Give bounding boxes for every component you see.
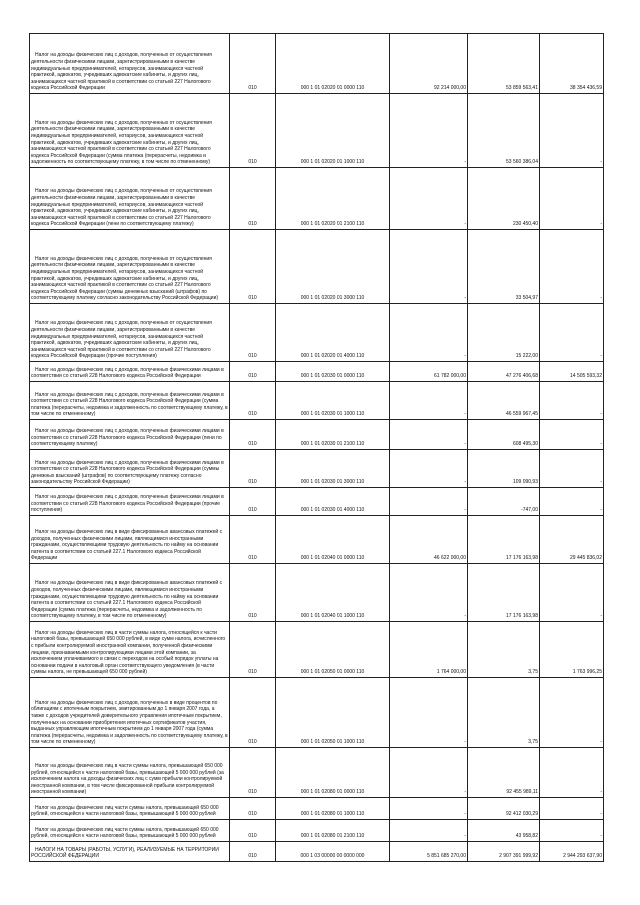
row-name: Налог на доходы физических лиц с доходов, полученных от осуществления деятельности физическими лицами, зарегистрированными в качестве индивидуальных предпринимателей, нотариусов, занимающихся частной практикой, адвокатов, учредивших адвокатские кабинеты, и других лиц, занимающихся частной практикой в соответствии со статьей 227 Налогового кодекса Российской Федерации (пени по соответствующему платежу) [30, 168, 230, 230]
row-rest: 29 445 836,02 [540, 516, 604, 564]
row-code: 010 [230, 34, 276, 94]
row-kbk: 000 1 01 02030 01 1000 110 [276, 382, 390, 420]
row-rest: - [540, 94, 604, 168]
table-row [30, 382, 604, 420]
row-kbk: 000 1 01 02080 01 2100 110 [276, 820, 390, 842]
table-row [30, 820, 604, 842]
row-rest: - [540, 420, 604, 450]
row-kbk: 000 1 01 02030 01 2100 110 [276, 420, 390, 450]
table-row [30, 94, 604, 168]
row-rest: 1 763 996,25 [540, 622, 604, 678]
row-plan: - [390, 748, 468, 798]
row-code: 010 [230, 678, 276, 748]
row-plan: - [390, 564, 468, 622]
row-plan: - [390, 168, 468, 230]
table-row [30, 488, 604, 516]
row-name: Налог на доходы физических лиц с доходов, полученных физическими лицами в соответствии со статьей 228 Налогового кодекса Российской Федерации (пени по соответствующему платежу) [30, 420, 230, 450]
row-rest: - [540, 820, 604, 842]
row-plan: - [390, 382, 468, 420]
row-exec: 2 907 391 999,92 [468, 842, 540, 862]
row-name: Налог на доходы физических лиц в виде фиксированных авансовых платежей с доходов, полученных физическими лицами, являющимися иностранными гражданами, осуществляющими трудовую деятельность по найму на основании патента в соответствии со статьей 227.1 Налогового кодекса Российской Федерации [30, 516, 230, 564]
row-rest: - [540, 382, 604, 420]
row-kbk: 000 1 01 02030 01 3000 110 [276, 450, 390, 488]
row-kbk: 000 1 01 02020 01 1000 110 [276, 94, 390, 168]
row-kbk: 000 1 01 02080 01 0000 110 [276, 748, 390, 798]
row-kbk: 000 1 03 00000 00 0000 000 [276, 842, 390, 862]
row-rest: - [540, 564, 604, 622]
row-rest: - [540, 798, 604, 820]
row-code: 010 [230, 798, 276, 820]
row-code: 010 [230, 94, 276, 168]
row-name: Налог на доходы физических лиц с доходов, полученных физическими лицами в соответствии со статьей 228 Налогового кодекса Российской Федерации (суммы денежных взысканий (штрафов) по соответствующему платежу согласно законодательству Российской Федерации) [30, 450, 230, 488]
table-row [30, 622, 604, 678]
row-code: 010 [230, 488, 276, 516]
row-plan: - [390, 94, 468, 168]
row-rest: 2 944 293 637,90 [540, 842, 604, 862]
row-exec: 15 222,00 [468, 304, 540, 362]
row-kbk: 000 1 01 02020 01 3000 110 [276, 230, 390, 304]
row-plan: - [390, 488, 468, 516]
row-plan: 5 851 685 270,00 [390, 842, 468, 862]
row-code: 010 [230, 362, 276, 382]
row-plan: - [390, 798, 468, 820]
row-rest: - [540, 304, 604, 362]
row-code: 010 [230, 820, 276, 842]
row-name: Налог на доходы физических лиц с доходов, полученных от осуществления деятельности физическими лицами, зарегистрированными в качестве индивидуальных предпринимателей, нотариусов, занимающихся частной практикой, адвокатов, учредивших адвокатские кабинеты, и других лиц, занимающихся частной практикой в соответствии со статьей 227 Налогового кодекса Российской Федерации (прочие поступления) [30, 304, 230, 362]
row-exec: 47 276 406,68 [468, 362, 540, 382]
row-plan: - [390, 820, 468, 842]
row-name: НАЛОГИ НА ТОВАРЫ (РАБОТЫ, УСЛУГИ), РЕАЛИЗУЕМЫЕ НА ТЕРРИТОРИИ РОССИЙСКОЙ ФЕДЕРАЦИИ [30, 842, 230, 862]
row-kbk: 000 1 01 02040 01 0000 110 [276, 516, 390, 564]
table-row [30, 168, 604, 230]
row-exec: 109 090,93 [468, 450, 540, 488]
row-exec: 608 495,30 [468, 420, 540, 450]
row-code: 010 [230, 564, 276, 622]
table-row [30, 842, 604, 862]
row-kbk: 000 1 01 02050 01 0000 110 [276, 622, 390, 678]
row-code: 010 [230, 168, 276, 230]
income-table [29, 33, 604, 862]
row-code: 010 [230, 230, 276, 304]
row-plan: - [390, 450, 468, 488]
row-name: Налог на доходы физических лиц с доходов, полученных в виде процентов по облигациям с ипотечным покрытием, эмитированным до 1 января 2007 года, а также с доходов учредителей доверительного управления ипотечным покрытием, полученных на основании приобретения ипотечных сертификатов участия, выданных управляющим ипотечным покрытием до 1 января 2007 года (сумма платежа (перерасчеты, недоимка и задолженность по соответствующему платежу, в том числе по отмененному) [30, 678, 230, 748]
row-name: Налог на доходы физических лиц с доходов, полученных от осуществления деятельности физическими лицами, зарегистрированными в качестве индивидуальных предпринимателей, нотариусов, занимающихся частной практикой, адвокатов, учредивших адвокатские кабинеты, и других лиц, занимающихся частной практикой в соответствии со статьей 227 Налогового кодекса Российской Федерации (сумма платежа (перерасчеты, недоимка и задолженность по соответствующему платежу, в том числе по отмененному) [30, 94, 230, 168]
row-rest: 38 354 436,59 [540, 34, 604, 94]
table-row [30, 798, 604, 820]
row-kbk: 000 1 01 02020 01 2100 110 [276, 168, 390, 230]
row-rest: - [540, 450, 604, 488]
row-rest: - [540, 488, 604, 516]
row-kbk: 000 1 01 02080 01 1000 110 [276, 798, 390, 820]
row-code: 010 [230, 382, 276, 420]
row-rest: 14 505 593,32 [540, 362, 604, 382]
row-plan: - [390, 230, 468, 304]
row-exec: 92 412 030,29 [468, 798, 540, 820]
row-name: Налог на доходы физических лиц с доходов, полученных физическими лицами в соответствии со статьей 228 Налогового кодекса Российской Федерации [30, 362, 230, 382]
row-kbk: 000 1 01 02050 01 1000 110 [276, 678, 390, 748]
table-row [30, 564, 604, 622]
table-row [30, 516, 604, 564]
row-name: Налог на доходы физических лиц в виде фиксированных авансовых платежей с доходов, полученных физическими лицами, являющимися иностранными гражданами, осуществляющими трудовую деятельность по найму на основании патента в соответствии со статьей 227.1 Налогового кодекса Российской Федерации (сумма платежа (перерасчеты, недоимка и задолженность по соответствующему платежу, в том числе по отмененному) [30, 564, 230, 622]
row-code: 010 [230, 450, 276, 488]
row-name: Налог на доходы физических лиц части суммы налога, превышающей 650 000 рублей, относящейся к части налоговой базы, превышающей 5 000 000 рублей [30, 798, 230, 820]
row-exec: 43 958,82 [468, 820, 540, 842]
row-kbk: 000 1 01 02030 01 0000 110 [276, 362, 390, 382]
row-exec: 3,75 [468, 622, 540, 678]
table-row [30, 678, 604, 748]
table-row [30, 34, 604, 94]
row-rest: - [540, 748, 604, 798]
row-name: Налог на доходы физических лиц с доходов, полученных от осуществления деятельности физическими лицами, зарегистрированными в качестве индивидуальных предпринимателей, нотариусов, занимающихся частной практикой, адвокатов, учредивших адвокатские кабинеты, и других лиц, занимающихся частной практикой в соответствии со статьей 227 Налогового кодекса Российской Федерации (суммы денежных взысканий (штрафов) по соответствующему платежу согласно законодательству Российской Федерации) [30, 230, 230, 304]
row-exec: 17 176 163,98 [468, 516, 540, 564]
row-rest: - [540, 168, 604, 230]
row-exec: -747,00 [468, 488, 540, 516]
row-plan: 1 764 000,00 [390, 622, 468, 678]
row-code: 010 [230, 516, 276, 564]
row-kbk: 000 1 01 02030 01 4000 110 [276, 488, 390, 516]
table-row [30, 362, 604, 382]
table-row [30, 230, 604, 304]
row-plan: 61 782 000,00 [390, 362, 468, 382]
row-rest: - [540, 678, 604, 748]
row-exec: 46 559 967,45 [468, 382, 540, 420]
row-exec: 33 504,97 [468, 230, 540, 304]
row-name: Налог на доходы физических лиц с доходов, полученных физическими лицами в соответствии со статьей 228 Налогового кодекса Российской Федерации (прочие поступления) [30, 488, 230, 516]
row-plan: - [390, 304, 468, 362]
row-exec: 92 455 989,11 [468, 748, 540, 798]
table-row [30, 748, 604, 798]
row-code: 010 [230, 420, 276, 450]
table-row [30, 420, 604, 450]
row-code: 010 [230, 304, 276, 362]
row-name: Налог на доходы физических лиц части суммы налога, превышающей 650 000 рублей, относящейся к части налоговой базы, превышающей 5 000 000 рублей [30, 820, 230, 842]
row-exec: 17 176 163,98 [468, 564, 540, 622]
row-exec: 230 450,40 [468, 168, 540, 230]
table-row [30, 450, 604, 488]
row-code: 010 [230, 748, 276, 798]
row-kbk: 000 1 01 02020 01 0000 110 [276, 34, 390, 94]
row-name: Налог на доходы физических лиц с доходов, полученных физическими лицами в соответствии со статьей 228 Налогового кодекса Российской Федерации (сумма платежа (перерасчеты, недоимка и задолженность по соответствующему платежу, в том числе по отмененному) [30, 382, 230, 420]
row-exec: 53 560 386,04 [468, 94, 540, 168]
row-rest: - [540, 230, 604, 304]
table-row [30, 304, 604, 362]
row-plan: - [390, 678, 468, 748]
row-plan: 46 622 000,00 [390, 516, 468, 564]
row-code: 010 [230, 842, 276, 862]
row-code: 010 [230, 622, 276, 678]
row-name: Налог на доходы физических лиц в части суммы налога, превышающей 650 000 рублей, относящейся к части налоговой базы, превышающей 5 000 000 рублей (за исключением налога на доходы физических лиц с сумм прибыли контролируемой иностранной компании, в том числе фиксированной прибыли контролируемой иностранной компании) [30, 748, 230, 798]
row-name: Налог на доходы физических лиц с доходов, полученных от осуществления деятельности физическими лицами, зарегистрированными в качестве индивидуальных предпринимателей, нотариусов, занимающихся частной практикой, адвокатов, учредивших адвокатские кабинеты, и других лиц, занимающихся частной практикой в соответствии со статьей 227 Налогового кодекса Российской Федерации [30, 34, 230, 94]
row-exec: 53 859 563,41 [468, 34, 540, 94]
row-exec: 3,75 [468, 678, 540, 748]
row-plan: 92 214 000,00 [390, 34, 468, 94]
row-plan: - [390, 420, 468, 450]
row-name: Налог на доходы физических лиц в части суммы налога, относящейся к части налоговой базы, превышающей 650 000 рублей, в виде сумм налога, исчисленного с прибыли контролируемой иностранной компании, полученной физическими лицами, признаваемыми контролирующими лицами этой компании, за исключением уплачиваемого в связи с переходом на особый порядок уплаты на основании подачи в налоговый орган соответствующего уведомления (в части суммы налога, не превышающей 650 000 рублей) [30, 622, 230, 678]
row-kbk: 000 1 01 02040 01 1000 110 [276, 564, 390, 622]
row-kbk: 000 1 01 02020 01 4000 110 [276, 304, 390, 362]
